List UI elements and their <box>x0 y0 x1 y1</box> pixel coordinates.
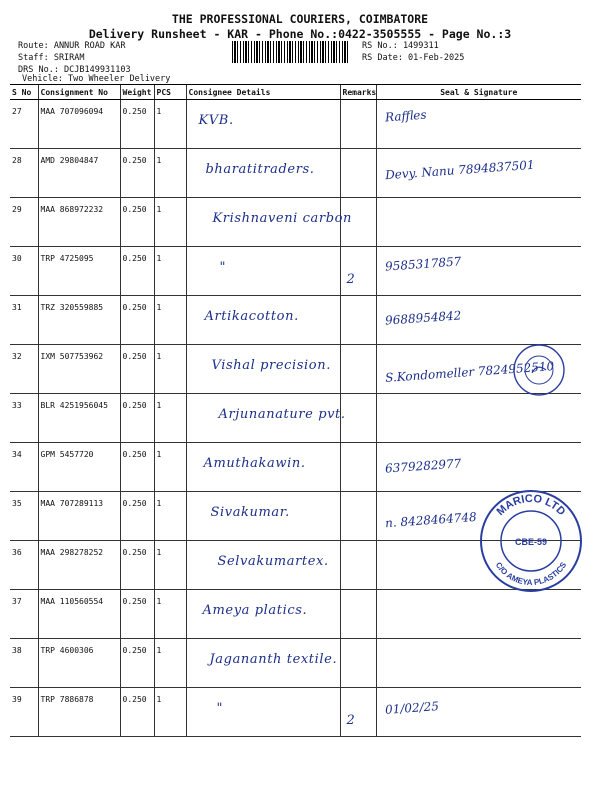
cell-remarks <box>340 688 376 737</box>
cell-consignee <box>186 639 340 688</box>
cell-cno: MAA 868972232 <box>38 198 120 247</box>
cell-remarks <box>340 345 376 394</box>
cell-weight: 0.250 <box>120 443 154 492</box>
cell-cno: GPM 5457720 <box>38 443 120 492</box>
cell-pcs: 1 <box>154 492 186 541</box>
cell-remarks <box>340 639 376 688</box>
cell-remarks <box>340 296 376 345</box>
cell-sno: 35 <box>10 492 38 541</box>
seal-center-text: CBE-59 <box>514 537 548 547</box>
cell-consignee <box>186 541 340 590</box>
remarks-handwriting: 2 <box>346 713 355 728</box>
cell-remarks <box>340 247 376 296</box>
consignee-handwriting: KVB. <box>198 113 234 128</box>
cell-sno: 38 <box>10 639 38 688</box>
cell-consignee <box>186 247 340 296</box>
round-seal-small <box>512 343 566 397</box>
rs-date: RS Date: 01-Feb-2025 <box>362 53 465 63</box>
table-row <box>10 639 581 688</box>
cell-cno: MAA 298278252 <box>38 541 120 590</box>
consignee-handwriting: " <box>219 260 227 275</box>
cell-cno: MAA 110560554 <box>38 590 120 639</box>
cell-weight: 0.250 <box>120 198 154 247</box>
cell-sno: 39 <box>10 688 38 737</box>
cell-weight: 0.250 <box>120 541 154 590</box>
consignee-handwriting: " <box>216 701 224 716</box>
col-sno: S No <box>10 85 38 100</box>
signature-handwriting: 9688954842 <box>384 308 462 328</box>
cell-signature <box>376 688 581 737</box>
cell-consignee <box>186 492 340 541</box>
cell-remarks <box>340 198 376 247</box>
table-row <box>10 149 581 198</box>
cell-cno: MAA 707289113 <box>38 492 120 541</box>
cell-consignee <box>186 345 340 394</box>
cell-signature <box>376 149 581 198</box>
cell-signature <box>376 590 581 639</box>
cell-weight: 0.250 <box>120 345 154 394</box>
cell-sno: 27 <box>10 100 38 149</box>
table-row <box>10 590 581 639</box>
cell-cno: AMD 29804847 <box>38 149 120 198</box>
cell-pcs: 1 <box>154 247 186 296</box>
col-remarks: Remarks <box>340 85 376 100</box>
cell-weight: 0.250 <box>120 590 154 639</box>
cell-pcs: 1 <box>154 639 186 688</box>
consignee-handwriting: Vishal precision. <box>211 358 331 373</box>
barcode <box>232 41 350 63</box>
consignee-handwriting: bharatitraders. <box>205 162 315 177</box>
svg-text:MARICO LTD <box>495 493 568 518</box>
cell-sno: 37 <box>10 590 38 639</box>
consignee-handwriting: Ameya platics. <box>202 603 308 618</box>
col-consignee: Consignee Details <box>186 85 340 100</box>
cell-consignee <box>186 688 340 737</box>
cell-signature <box>376 394 581 443</box>
cell-pcs: 1 <box>154 198 186 247</box>
cell-consignee <box>186 149 340 198</box>
col-weight: Weight <box>120 85 154 100</box>
cell-cno: BLR 4251956045 <box>38 394 120 443</box>
cell-weight: 0.250 <box>120 247 154 296</box>
cell-sno: 29 <box>10 198 38 247</box>
table-row <box>10 345 581 394</box>
cell-weight: 0.250 <box>120 639 154 688</box>
cell-remarks <box>340 149 376 198</box>
cell-weight: 0.250 <box>120 492 154 541</box>
cell-sno: 36 <box>10 541 38 590</box>
cell-pcs: 1 <box>154 100 186 149</box>
table-row <box>10 443 581 492</box>
consignee-handwriting: Amuthakawin. <box>203 456 306 471</box>
cell-pcs: 1 <box>154 688 186 737</box>
col-consignment: Consignment No <box>38 85 120 100</box>
consignee-handwriting: Jagananth textile. <box>209 652 338 667</box>
signature-handwriting: n. 8428464748 <box>384 509 477 531</box>
cell-sno: 30 <box>10 247 38 296</box>
vehicle-label: Vehicle: Two Wheeler Delivery <box>22 74 171 84</box>
cell-signature <box>376 198 581 247</box>
cell-cno: IXM 507753962 <box>38 345 120 394</box>
cell-signature <box>376 100 581 149</box>
consignee-handwriting: Krishnaveni carbon <box>212 211 353 226</box>
cell-weight: 0.250 <box>120 296 154 345</box>
marico-seal <box>478 488 584 594</box>
cell-remarks <box>340 492 376 541</box>
cell-sno: 28 <box>10 149 38 198</box>
cell-remarks <box>340 100 376 149</box>
company-title: THE PROFESSIONAL COURIERS, COIMBATORE <box>171 12 429 26</box>
cell-cno: TRZ 320559885 <box>38 296 120 345</box>
cell-pcs: 1 <box>154 345 186 394</box>
cell-sno: 33 <box>10 394 38 443</box>
col-pcs: PCS <box>154 85 186 100</box>
table-row <box>10 688 581 737</box>
cell-remarks <box>340 590 376 639</box>
cell-pcs: 1 <box>154 443 186 492</box>
consignee-handwriting: Arjunanature pvt. <box>218 407 346 422</box>
cell-pcs: 1 <box>154 394 186 443</box>
cell-sno: 31 <box>10 296 38 345</box>
cell-consignee <box>186 590 340 639</box>
cell-sno: 32 <box>10 345 38 394</box>
cell-signature <box>376 247 581 296</box>
runsheet-subtitle: Delivery Runsheet - KAR - Phone No.:0422-3505555 - Page No.:3 <box>88 27 512 41</box>
signature-handwriting: S.Kondomeller 7824952510 <box>384 359 555 385</box>
cell-consignee <box>186 100 340 149</box>
table-row <box>10 100 581 149</box>
table-row <box>10 394 581 443</box>
route-label: Route: ANNUR ROAD KAR <box>18 41 126 51</box>
consignee-handwriting: Sivakumar. <box>210 505 290 520</box>
cell-consignee <box>186 296 340 345</box>
cell-weight: 0.250 <box>120 688 154 737</box>
cell-remarks <box>340 541 376 590</box>
consignee-handwriting: Selvakumartex. <box>217 554 329 569</box>
table-row <box>10 247 581 296</box>
signature-handwriting: 6379282977 <box>384 456 462 476</box>
cell-pcs: 1 <box>154 149 186 198</box>
staff-label: Staff: SRIRAM <box>18 53 85 63</box>
delivery-table <box>10 84 581 737</box>
cell-weight: 0.250 <box>120 394 154 443</box>
cell-cno: TRP 4725095 <box>38 247 120 296</box>
cell-cno: TRP 4600306 <box>38 639 120 688</box>
seal-top-text: MARICO LTD <box>494 492 568 519</box>
cell-pcs: 1 <box>154 296 186 345</box>
cell-pcs: 1 <box>154 541 186 590</box>
cell-weight: 0.250 <box>120 149 154 198</box>
cell-remarks <box>340 443 376 492</box>
cell-remarks <box>340 394 376 443</box>
cell-cno: TRP 7886878 <box>38 688 120 737</box>
cell-weight: 0.250 <box>120 100 154 149</box>
cell-signature <box>376 296 581 345</box>
rs-number: RS No.: 1499311 <box>362 41 439 51</box>
cell-signature <box>376 443 581 492</box>
seal-bottom-text: C/O AMEYA PLASTICS <box>493 560 569 588</box>
table-header-row <box>10 85 581 100</box>
cell-signature <box>376 639 581 688</box>
cell-sno: 34 <box>10 443 38 492</box>
signature-handwriting: 9585317857 <box>384 254 462 274</box>
cell-pcs: 1 <box>154 590 186 639</box>
table-row <box>10 198 581 247</box>
cell-consignee <box>186 198 353 247</box>
table-row <box>10 296 581 345</box>
cell-consignee <box>186 394 346 443</box>
consignee-handwriting: Artikacotton. <box>204 309 299 324</box>
cell-consignee <box>186 443 340 492</box>
drs-number: DRS No.: DCJB149931103 <box>18 65 131 75</box>
signature-handwriting: 01/02/25 <box>384 699 439 717</box>
cell-cno: MAA 707096094 <box>38 100 120 149</box>
remarks-handwriting: 2 <box>346 272 355 287</box>
col-signature: Seal & Signature <box>376 85 581 100</box>
signature-handwriting: Devy. Nanu 7894837501 <box>384 157 535 183</box>
signature-handwriting: Raffles <box>384 107 427 125</box>
